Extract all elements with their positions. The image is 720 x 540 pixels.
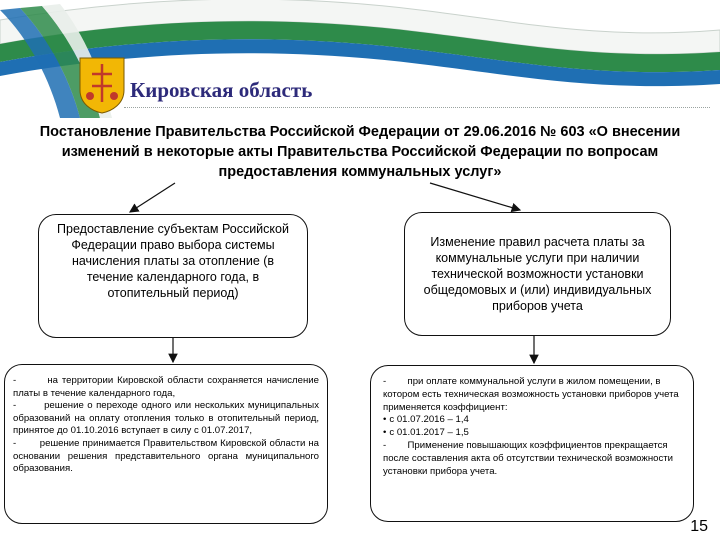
- kirov-region-details-box: [4, 364, 328, 524]
- arrow-title-right: [430, 183, 520, 210]
- payment-rules-change-box: [404, 212, 671, 336]
- page-number: 15: [690, 518, 708, 535]
- heating-payment-choice-box: Предоставление субъектам Российской Федерации право выбора системы начисления платы за отопление (в течение календарного года, в отопительный период): [38, 214, 308, 338]
- coefficient-outro: - Применение повышающих коэффициентов прекращается после составления акта об отсутствии технической возможности установки прибора учета.: [383, 439, 673, 477]
- coefficient-details-box: [370, 365, 694, 522]
- detail-item: - решение принимается Правительством Кировской области на основании решения представительного органа муниципального образования.: [13, 437, 319, 475]
- coefficient-intro: - при оплате коммунальной услуги в жилом помещении, в котором есть техническая возможность установки приборов учета применяется коэффициент:: [383, 376, 679, 413]
- payment-rules-change-text: Изменение правил расчета платы за коммунальные услуги при наличии технической возможности установки общедомовых и (или) индивидуальных приборов учета: [423, 235, 652, 313]
- kirov-coat-of-arms-icon: [76, 56, 128, 114]
- coefficient-bullet: • с 01.01.2017 – 1,5: [383, 427, 683, 440]
- arrow-title-left: [130, 183, 175, 212]
- coefficient-bullet: • с 01.07.2016 – 1,4: [383, 414, 683, 427]
- page-title: Постановление Правительства Российской Федерации от 29.06.2016 № 603 «О внесении изменений в некоторые акты Правительства Российской Федерации по вопросам предоставления коммунальных услуг»: [39, 124, 681, 180]
- detail-item: - решение о переходе одного или нескольких муниципальных образований на оплату отопления только в отопительный период, принятое до 01.10.2016 вступает в силу с 01.07.2017,: [13, 400, 319, 437]
- detail-item: - на территории Кировской области сохраняется начисление платы в течение календарного года,: [13, 375, 319, 399]
- header-divider: [124, 107, 710, 108]
- region-title: Кировская область: [130, 78, 313, 102]
